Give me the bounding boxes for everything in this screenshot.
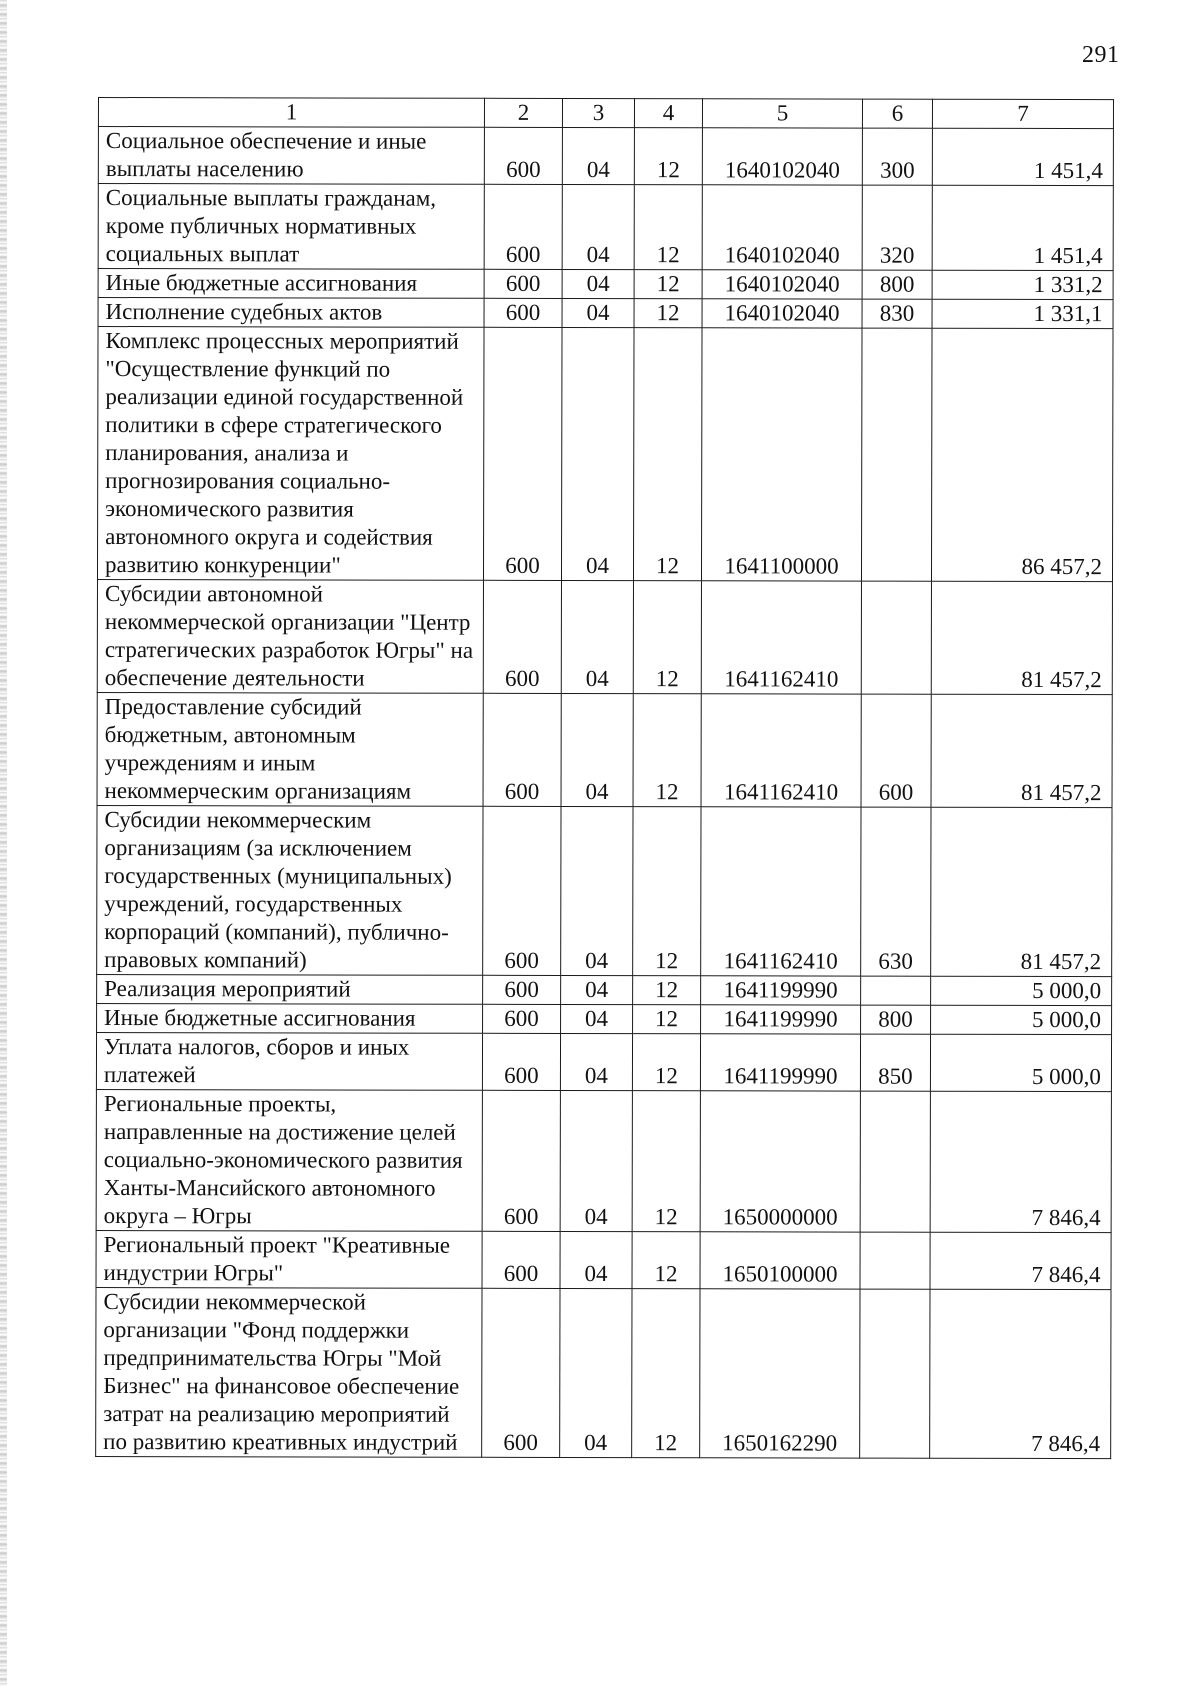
vr-cell: 830 xyxy=(862,299,932,328)
table-row xyxy=(98,127,1113,186)
rz-cell: 04 xyxy=(561,580,633,693)
pr-cell: 12 xyxy=(633,807,701,976)
rz-cell: 04 xyxy=(560,1288,632,1457)
table-row xyxy=(96,1032,1111,1091)
table-row xyxy=(98,298,1113,329)
vr-cell: 320 xyxy=(862,185,932,270)
pr-cell: 12 xyxy=(632,1034,700,1091)
row-name-cell: Региональный проект "Креативные индустрии Югры" xyxy=(96,1230,482,1288)
column-header-5: 5 xyxy=(702,99,862,128)
row-name-cell: Уплата налогов, сборов и иных платежей xyxy=(96,1032,482,1090)
column-header-4: 4 xyxy=(634,99,702,128)
pr-cell: 12 xyxy=(634,299,702,328)
budget-table xyxy=(95,97,1114,1459)
pr-cell: 12 xyxy=(632,1289,700,1458)
ved-cell: 600 xyxy=(484,184,562,269)
row-name-cell: Реализация мероприятий xyxy=(97,974,483,1004)
rz-cell: 04 xyxy=(561,1004,633,1033)
pr-cell: 12 xyxy=(633,1005,701,1034)
ved-cell: 600 xyxy=(483,806,561,975)
table-row xyxy=(97,974,1112,1005)
csr-cell: 1640102040 xyxy=(702,299,862,328)
csr-cell: 1641162410 xyxy=(701,807,861,976)
vr-cell: 800 xyxy=(861,1005,931,1034)
row-name-cell: Иные бюджетные ассигнования xyxy=(97,1003,483,1033)
rz-cell: 04 xyxy=(561,806,633,975)
amount-cell: 81 457,2 xyxy=(931,581,1112,694)
vr-cell xyxy=(860,1091,930,1232)
rz-cell: 04 xyxy=(561,327,634,580)
pr-cell: 12 xyxy=(634,185,702,270)
rz-cell: 04 xyxy=(560,1090,632,1231)
column-header-1: 1 xyxy=(98,98,484,128)
amount-cell: 1 451,4 xyxy=(932,128,1113,185)
rz-cell: 04 xyxy=(562,298,634,327)
row-name-cell: Исполнение судебных актов xyxy=(98,298,484,328)
amount-cell: 1 331,2 xyxy=(932,270,1113,299)
vr-cell: 800 xyxy=(862,270,932,299)
csr-cell: 1641162410 xyxy=(701,581,861,694)
pr-cell: 12 xyxy=(633,328,702,581)
row-name-cell: Социальное обеспечение и иные выплаты населению xyxy=(98,127,484,185)
ved-cell: 600 xyxy=(483,975,561,1004)
amount-cell: 5 000,0 xyxy=(930,1034,1111,1091)
table-row xyxy=(97,327,1113,582)
table-row xyxy=(96,1287,1111,1458)
rz-cell: 04 xyxy=(561,975,633,1004)
amount-cell: 81 457,2 xyxy=(931,807,1112,976)
amount-cell: 5 000,0 xyxy=(931,1005,1112,1034)
csr-cell: 1641199990 xyxy=(701,1005,861,1034)
ved-cell: 600 xyxy=(482,1231,560,1288)
amount-cell: 7 846,4 xyxy=(930,1232,1111,1289)
ved-cell: 600 xyxy=(483,1004,561,1033)
amount-cell: 7 846,4 xyxy=(930,1091,1111,1232)
pr-cell: 12 xyxy=(634,128,702,185)
scan-edge-artifact xyxy=(0,0,7,1686)
csr-cell: 1640102040 xyxy=(702,185,862,270)
ved-cell: 600 xyxy=(482,1033,560,1090)
csr-cell: 1641199990 xyxy=(700,1034,860,1091)
ved-cell: 600 xyxy=(482,1090,560,1231)
csr-cell: 1650000000 xyxy=(700,1091,860,1232)
rz-cell: 04 xyxy=(560,1033,632,1090)
row-name-cell: Предоставление субсидий бюджетным, автономным учреждениям и иным некоммерческим организациям xyxy=(97,692,483,806)
table-row xyxy=(96,1230,1111,1289)
table-row xyxy=(98,269,1113,300)
column-header-7: 7 xyxy=(932,99,1113,128)
column-header-2: 2 xyxy=(484,98,562,127)
amount-cell: 1 451,4 xyxy=(932,185,1113,270)
row-name-cell: Субсидии автономной некоммерческой организации "Центр стратегических разработок Югры" на обеспечение деятельности xyxy=(97,580,483,694)
vr-cell xyxy=(861,976,931,1005)
csr-cell: 1650100000 xyxy=(700,1232,860,1289)
vr-cell xyxy=(861,328,932,581)
table-body xyxy=(96,127,1114,1459)
rz-cell: 04 xyxy=(562,184,634,269)
row-name-cell: Субсидии некоммерческой организации "Фонд поддержки предпринимательства Югры "Мой Бизнес" на финансовое обеспечение затрат на реализацию мероприятий по развитию креативных индустрий xyxy=(96,1287,482,1457)
header-row xyxy=(98,98,1113,129)
table-row xyxy=(97,580,1112,695)
ved-cell: 600 xyxy=(483,693,561,806)
table-row xyxy=(98,184,1113,271)
ved-cell: 600 xyxy=(484,127,562,184)
table-row xyxy=(97,1003,1112,1034)
amount-cell: 1 331,1 xyxy=(932,299,1113,328)
csr-cell: 1641162410 xyxy=(701,694,861,807)
amount-cell: 86 457,2 xyxy=(931,328,1113,581)
pr-cell: 12 xyxy=(633,976,701,1005)
vr-cell xyxy=(860,1289,930,1458)
ved-cell: 600 xyxy=(484,269,562,298)
table-header xyxy=(98,98,1113,129)
ved-cell: 600 xyxy=(483,327,562,580)
amount-cell: 81 457,2 xyxy=(931,694,1112,807)
column-header-6: 6 xyxy=(862,99,932,128)
page-number: 291 xyxy=(1082,42,1120,68)
csr-cell: 1640102040 xyxy=(702,270,862,299)
pr-cell: 12 xyxy=(633,694,701,807)
row-name-cell: Региональные проекты, направленные на достижение целей социально-экономического развития Ханты-Мансийского автономного округа – Югры xyxy=(96,1089,482,1231)
pr-cell: 12 xyxy=(632,1091,700,1232)
table-row xyxy=(97,692,1112,807)
column-header-3: 3 xyxy=(562,98,634,127)
ved-cell: 600 xyxy=(482,1288,560,1457)
vr-cell: 850 xyxy=(860,1034,930,1091)
csr-cell: 1650162290 xyxy=(700,1289,860,1458)
pr-cell: 12 xyxy=(634,270,702,299)
rz-cell: 04 xyxy=(561,693,633,806)
rz-cell: 04 xyxy=(560,1231,632,1288)
row-name-cell: Комплекс процессных мероприятий "Осуществление функций по реализации единой государственной политики в сфере стратегического планирования, анализа и прогнозирования социально-экономического развития автономного округа и содействия развитию конкуренции" xyxy=(97,327,484,581)
amount-cell: 5 000,0 xyxy=(931,976,1112,1005)
ved-cell: 600 xyxy=(483,580,561,693)
csr-cell: 1641100000 xyxy=(701,328,862,581)
vr-cell: 300 xyxy=(862,128,932,185)
row-name-cell: Иные бюджетные ассигнования xyxy=(98,269,484,299)
vr-cell xyxy=(860,1232,930,1289)
pr-cell: 12 xyxy=(632,1232,700,1289)
csr-cell: 1641199990 xyxy=(701,976,861,1005)
amount-cell: 7 846,4 xyxy=(930,1289,1111,1458)
pr-cell: 12 xyxy=(633,581,701,694)
table-row xyxy=(97,805,1112,976)
vr-cell: 600 xyxy=(861,694,931,807)
table-row xyxy=(96,1089,1111,1232)
ved-cell: 600 xyxy=(484,298,562,327)
vr-cell xyxy=(861,581,931,694)
vr-cell: 630 xyxy=(861,807,931,976)
rz-cell: 04 xyxy=(562,127,634,184)
rz-cell: 04 xyxy=(562,269,634,298)
row-name-cell: Социальные выплаты гражданам, кроме публичных нормативных социальных выплат xyxy=(98,184,484,270)
row-name-cell: Субсидии некоммерческим организациям (за исключением государственных (муниципальных) учреждений, государственных корпораций (компаний), публично-правовых компаний) xyxy=(97,805,483,975)
csr-cell: 1640102040 xyxy=(702,128,862,185)
